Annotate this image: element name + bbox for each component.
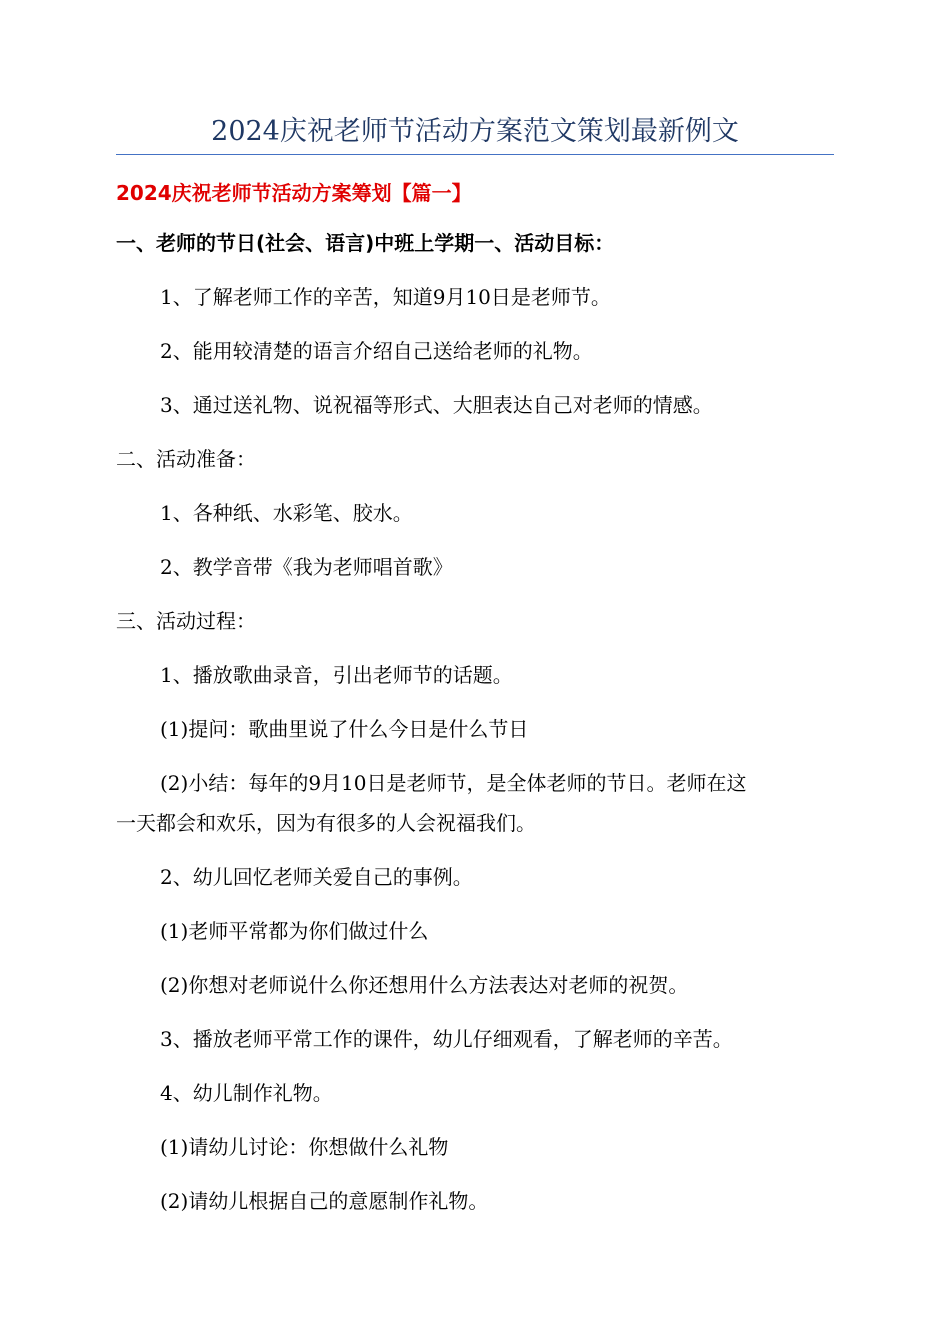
process-line: (2)请幼儿根据自己的意愿制作礼物。 bbox=[160, 1189, 489, 1213]
process-line: 3、播放老师平常工作的课件，幼儿仔细观看，了解老师的辛苦。 bbox=[160, 1027, 733, 1051]
process-line: (2)小结：每年的9月10日是老师节，是全体老师的节日。老师在这 bbox=[160, 771, 747, 795]
section-heading-prep: 二、活动准备： bbox=[116, 447, 256, 471]
goal-item: 1、了解老师工作的辛苦，知道9月10日是老师节。 bbox=[160, 285, 611, 309]
prep-item: 2、教学音带《我为老师唱首歌》 bbox=[160, 555, 453, 579]
prep-item: 1、各种纸、水彩笔、胶水。 bbox=[160, 501, 413, 525]
process-line: (1)提问：歌曲里说了什么今日是什么节日 bbox=[160, 717, 529, 741]
goal-item: 2、能用较清楚的语言介绍自己送给老师的礼物。 bbox=[160, 339, 593, 363]
document-title: 2024庆祝老师节活动方案范文策划最新例文 bbox=[211, 116, 739, 147]
process-line: 1、播放歌曲录音，引出老师节的话题。 bbox=[160, 663, 513, 687]
title-underline bbox=[116, 154, 834, 155]
process-line: 4、幼儿制作礼物。 bbox=[160, 1081, 333, 1105]
process-line: (2)你想对老师说什么你还想用什么方法表达对老师的祝贺。 bbox=[160, 973, 689, 997]
goal-item: 3、通过送礼物、说祝福等形式、大胆表达自己对老师的情感。 bbox=[160, 393, 713, 417]
process-line: (1)请幼儿讨论：你想做什么礼物 bbox=[160, 1135, 449, 1159]
section-subtitle: 2024庆祝老师节活动方案筹划【篇一】 bbox=[116, 181, 472, 205]
section-heading-goals: 一、老师的节日(社会、语言)中班上学期一、活动目标： bbox=[116, 231, 615, 255]
process-line-continuation: 一天都会和欢乐，因为有很多的人会祝福我们。 bbox=[116, 811, 536, 835]
process-line: 2、幼儿回忆老师关爱自己的事例。 bbox=[160, 865, 473, 889]
section-heading-process: 三、活动过程： bbox=[116, 609, 256, 633]
process-line: (1)老师平常都为你们做过什么 bbox=[160, 919, 429, 943]
